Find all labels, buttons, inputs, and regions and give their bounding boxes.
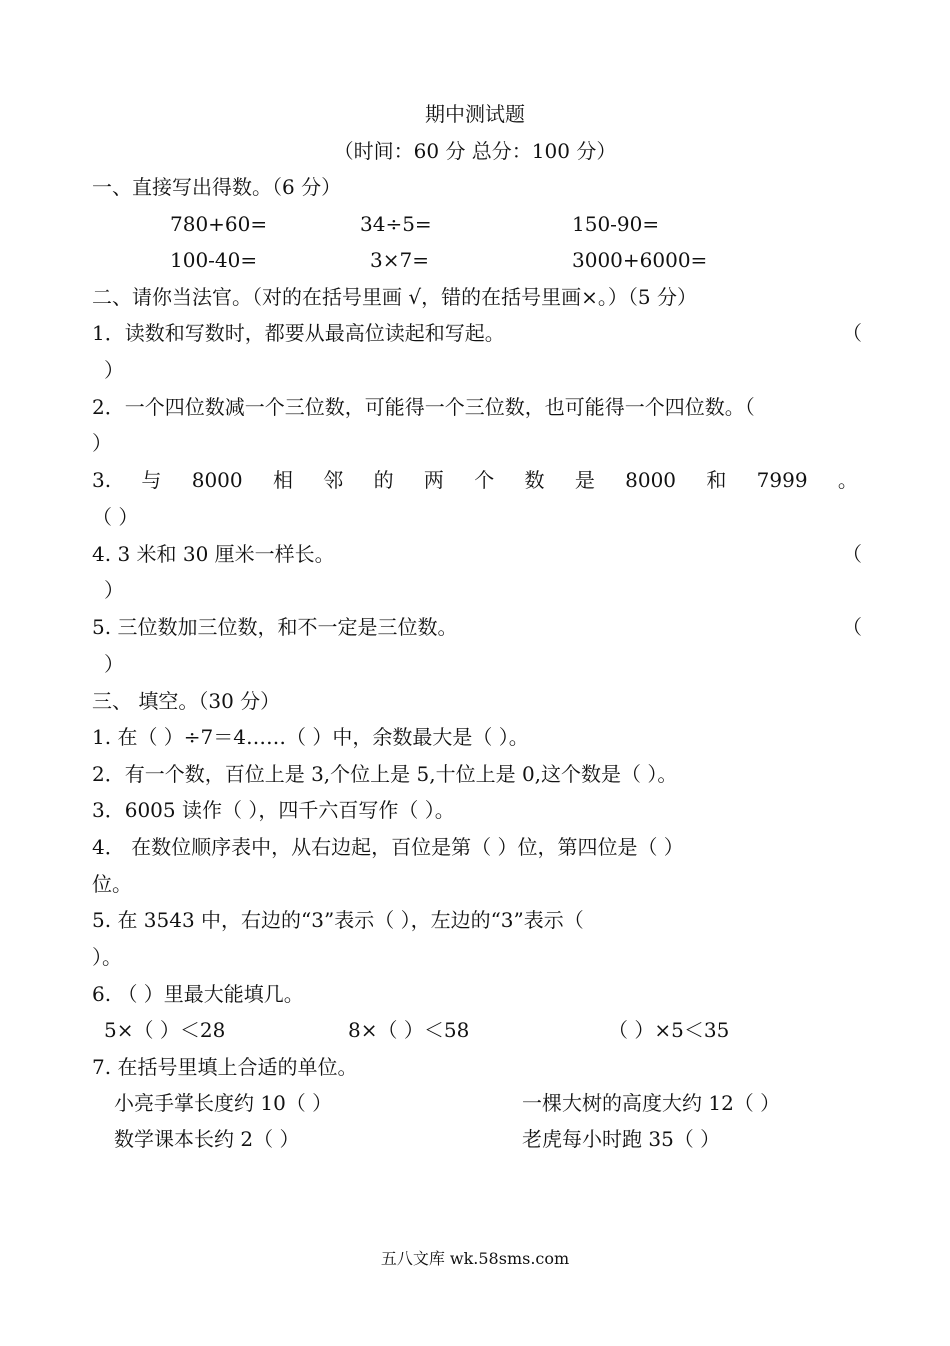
answer-paren-open: （: [842, 321, 862, 345]
answer-paren: （ ）: [92, 505, 139, 529]
answer-paren-open: （: [842, 615, 862, 639]
page-title: 期中测试题: [425, 102, 525, 126]
fill-question-1: 1. 在（ ）÷7＝4……（ ）中，余数最大是（ ）。: [92, 725, 529, 749]
judge-question-4: 4. 3 米和 30 厘米一样长。: [92, 542, 335, 566]
answer-paren-close: ）: [104, 578, 124, 602]
answer-paren-open: （: [842, 542, 862, 566]
fill-question-7: 7. 在括号里填上合适的单位。: [92, 1055, 358, 1079]
section-1-heading: 一、直接写出得数。（6 分）: [92, 175, 342, 199]
answer-paren-close: ）: [92, 431, 112, 455]
unit-item: 小亮手掌长度约 10（ ）: [114, 1091, 333, 1115]
q3-token: 8000: [191, 468, 243, 492]
q3-token: 数: [524, 468, 545, 492]
q3-token: 3.: [92, 468, 112, 492]
q3-token: 的: [373, 468, 394, 492]
fill-question-6: 6. （ ）里最大能填几。: [92, 982, 304, 1006]
fill-question-5-continued: ）。: [92, 945, 122, 969]
inequality-item: 8×（ ）＜58: [348, 1018, 470, 1042]
unit-item: 老虎每小时跑 35（ ）: [522, 1127, 721, 1151]
footer-source: 五八文库 wk.58sms.com: [380, 1249, 570, 1268]
q3-token: 7999: [756, 468, 808, 492]
section-2-heading: 二、请你当法官。（对的在括号里画 √，错的在括号里画×。）（5 分）: [92, 285, 697, 309]
fill-question-4: 4． 在数位顺序表中，从右边起，百位是第（ ）位，第四位是（ ）: [92, 835, 684, 859]
judge-question-5: 5. 三位数加三位数，和不一定是三位数。: [92, 615, 458, 639]
fill-question-5: 5. 在 3543 中，右边的“3”表示（ ），左边的“3”表示（: [92, 908, 584, 932]
inequality-item: （ ）×5＜35: [608, 1018, 730, 1042]
q3-token: 个: [474, 468, 495, 492]
calc-item: 780+60=: [170, 212, 268, 236]
fill-question-4-continued: 位。: [92, 872, 132, 896]
judge-question-3: [92, 467, 858, 493]
q3-token: 邻: [323, 468, 344, 492]
calc-item: 3×7=: [370, 248, 429, 272]
q3-token: 。: [837, 468, 858, 492]
q3-token: 与: [141, 468, 162, 492]
q3-token: 是: [574, 468, 595, 492]
judge-question-1: 1．读数和写数时，都要从最高位读起和写起。: [92, 321, 505, 345]
judge-question-2: 2．一个四位数减一个三位数，可能得一个三位数，也可能得一个四位数。（: [92, 395, 755, 419]
calc-item: 150-90=: [572, 212, 660, 236]
unit-item: 一棵大树的高度大约 12（ ）: [522, 1091, 781, 1115]
fill-question-2: 2．有一个数，百位上是 3,个位上是 5,十位上是 0,这个数是（ ）。: [92, 762, 678, 786]
unit-item: 数学课本长约 2（ ）: [114, 1127, 300, 1151]
answer-paren-close: ）: [104, 652, 124, 676]
answer-paren-close: ）: [104, 358, 124, 382]
exam-info: （时间：60 分 总分：100 分）: [333, 139, 617, 163]
section-3-heading: 三、 填空。（30 分）: [92, 689, 281, 713]
calc-item: 3000+6000=: [572, 248, 708, 272]
q3-token: 和: [706, 468, 727, 492]
inequality-item: 5×（ ）＜28: [104, 1018, 226, 1042]
fill-question-3: 3．6005 读作（ ），四千六百写作（ ）。: [92, 798, 455, 822]
calc-item: 34÷5=: [360, 212, 432, 236]
q3-token: 8000: [625, 468, 677, 492]
q3-token: 两: [423, 468, 444, 492]
q3-token: 相: [272, 468, 293, 492]
calc-item: 100-40=: [170, 248, 258, 272]
